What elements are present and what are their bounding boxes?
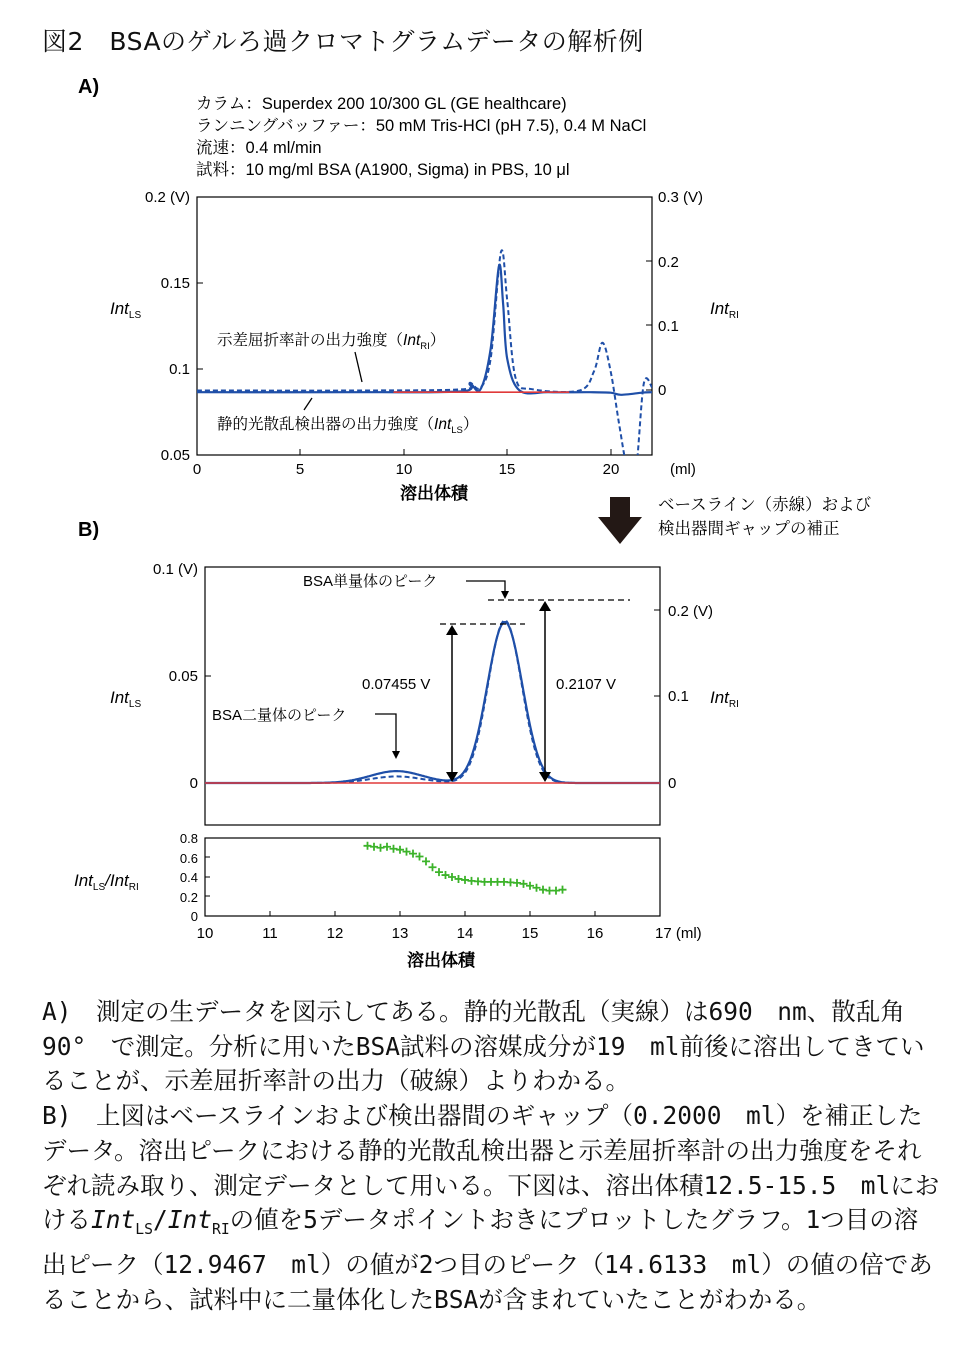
ratio-point	[429, 863, 437, 871]
panel-a	[78, 76, 739, 503]
condition-column: カラム：Superdex 200 10/300 GL (GE healthcare)	[196, 95, 567, 113]
a-right-tick: 0.2	[658, 254, 679, 271]
ls-annotation-leader	[304, 398, 312, 410]
panel-a-right-ticks	[658, 189, 703, 399]
ratio-y-tick: 0.8	[179, 831, 198, 846]
monomer-peak-label: BSA単量体のピーク	[303, 573, 438, 590]
ls-annotation: 静的光散乱検出器の出力強度（Int$_{LS}$）	[217, 416, 479, 436]
b-right-tick: 0.1	[668, 688, 689, 705]
monomer-leader	[466, 581, 505, 593]
ratio-y-axis-label: Int$_{LS}$/Int$_{RI}$	[74, 871, 139, 893]
down-arrow-icon	[598, 497, 642, 544]
panel-b-left-ticks	[153, 561, 198, 792]
b-ls-line	[205, 622, 660, 783]
b-ri-line	[205, 621, 660, 784]
a-right-tick: 0	[658, 382, 667, 399]
correction-note-1: ベースライン（赤線）および	[658, 496, 872, 514]
ratio-series	[364, 842, 567, 895]
ratio-y-tick: 0.6	[179, 851, 198, 866]
b-left-axis-label: Int$_{LS}$	[110, 688, 142, 710]
ratio-point	[559, 886, 567, 894]
ratio-x-tick: 14	[456, 925, 474, 942]
ratio-y-tick: 0.4	[179, 870, 198, 885]
panel-a-x-ticks	[193, 461, 696, 478]
ratio-plot-frame	[205, 838, 660, 916]
b-left-tick: 0.1 (V)	[152, 561, 198, 578]
ratio-x-ticks	[197, 925, 702, 942]
ratio-point	[422, 857, 430, 865]
ri-peak-value: 0.2107 V	[556, 676, 617, 693]
ratio-x-tick: 10	[196, 925, 214, 942]
panel-b-annotations	[212, 573, 630, 782]
a-left-axis-label: Int$_{LS}$	[110, 299, 142, 321]
caption-a: A) 測定の生データを図示してある。静的光散乱（実線）は690 nm、散乱角90° で測定。分析に用いたBSA試料の溶媒成分が19 ml前後に溶出してきていることが、示差屈折率計の出力（破線）よりわかる。	[42, 997, 925, 1096]
correction-note-2: 検出器間ギャップの補正	[658, 520, 840, 538]
ratio-x-tick: 13	[391, 925, 409, 942]
a-x-unit: (ml)	[670, 461, 696, 478]
ratio-y-ticks	[180, 831, 198, 924]
a-left-tick: 0.1	[169, 361, 190, 378]
b-left-tick: 0.05	[168, 668, 198, 685]
ls-peak-value: 0.07455 V	[362, 676, 431, 693]
b-tick-marks	[205, 610, 660, 783]
ratio-point	[370, 843, 378, 851]
caption	[42, 995, 942, 1317]
b-right-tick: 0	[668, 775, 677, 792]
panel-b-right-ticks	[668, 603, 713, 792]
panel-a-left-ticks	[145, 189, 190, 464]
ratio-x-axis-title: 溶出体積	[407, 951, 475, 970]
a-right-tick: 0.3 (V)	[658, 189, 704, 206]
caption-b: B) 上図はベースラインおよび検出器間のギャップ（0.2000 ml）を補正したデータ。溶出ピークにおける静的光散乱検出器と示差屈折率計の出力強度をそれぞれ読み取り、測定データとして用いる。下図は、溶出体積12.5-15.5 mlにおけるInt$_{LS}$/Int$_{RI}$の値を5データポイントおきにプロットしたグラフ。1つ目の溶出ピーク（12.9467 ml）の値が2つ目のピーク（14.6133 ml）の値の倍であることから、試料中に二量体化したBSAが含まれていたことがわかる。	[42, 1101, 940, 1314]
ratio-point	[364, 842, 372, 850]
dimer-arrowhead-icon	[392, 751, 400, 759]
panel-b-label: B)	[78, 519, 100, 541]
ratio-point	[513, 879, 521, 887]
ri-annotation: 示差屈折率計の出力強度（Int$_{RI}$）	[217, 332, 446, 352]
a-ri-line	[197, 250, 652, 481]
condition-flow-rate: 流速：0.4 ml/min	[196, 139, 322, 157]
a-right-axis-label: Int$_{RI}$	[710, 299, 739, 321]
a-x-tick: 5	[295, 461, 305, 478]
condition-sample: 試料：10 mg/ml BSA (A1900, Sigma) in PBS, 10 μl	[196, 161, 570, 179]
b-right-tick: 0.2 (V)	[668, 603, 714, 620]
dimer-leader	[375, 714, 396, 752]
a-x-tick: 15	[498, 461, 516, 478]
a-left-tick: 0.2 (V)	[144, 189, 190, 206]
panel-a-label: A)	[78, 76, 100, 98]
panel-b	[78, 519, 739, 825]
dimer-peak-label: BSA二量体のピーク	[212, 707, 347, 724]
condition-buffer: ランニングバッファー：50 mM Tris-HCl (pH 7.5), 0.4 M NaCl	[196, 117, 647, 135]
ratio-x-tick: 15	[521, 925, 539, 942]
panel-b-plot-frame	[205, 567, 660, 825]
a-x-tick: 20	[602, 461, 620, 478]
b-right-axis-label: Int$_{RI}$	[710, 688, 739, 710]
ratio-point	[377, 844, 385, 852]
a-x-tick: 10	[395, 461, 413, 478]
a-right-tick: 0.1	[658, 318, 679, 335]
ri-annotation-leader	[355, 352, 362, 382]
ratio-x-tick: 11	[262, 925, 278, 942]
ratio-x-tick: 16	[586, 925, 604, 942]
panel-ratio	[74, 831, 702, 970]
b-left-tick: 0	[189, 775, 198, 792]
ratio-point	[552, 887, 560, 895]
ratio-x-tick: 17 (ml)	[655, 925, 702, 942]
ratio-point	[461, 876, 469, 884]
ri-arrow-up-icon	[539, 601, 551, 611]
a-left-tick: 0.05	[160, 447, 190, 464]
figure-title: 図2 BSAのゲルろ過クロマトグラムデータの解析例	[42, 27, 644, 56]
panel-a-series	[197, 250, 652, 481]
ratio-y-tick: 0	[190, 909, 198, 924]
panel-b-series	[205, 621, 660, 784]
a-left-tick: 0.15	[160, 275, 190, 292]
monomer-arrowhead-icon	[501, 591, 509, 599]
ratio-y-tick: 0.2	[179, 890, 198, 905]
ratio-x-tick: 12	[326, 925, 344, 942]
a-x-tick: 0	[192, 461, 202, 478]
correction-arrow	[598, 495, 871, 544]
a-x-axis-title: 溶出体積	[400, 484, 468, 503]
ls-arrow-up-icon	[446, 625, 458, 635]
